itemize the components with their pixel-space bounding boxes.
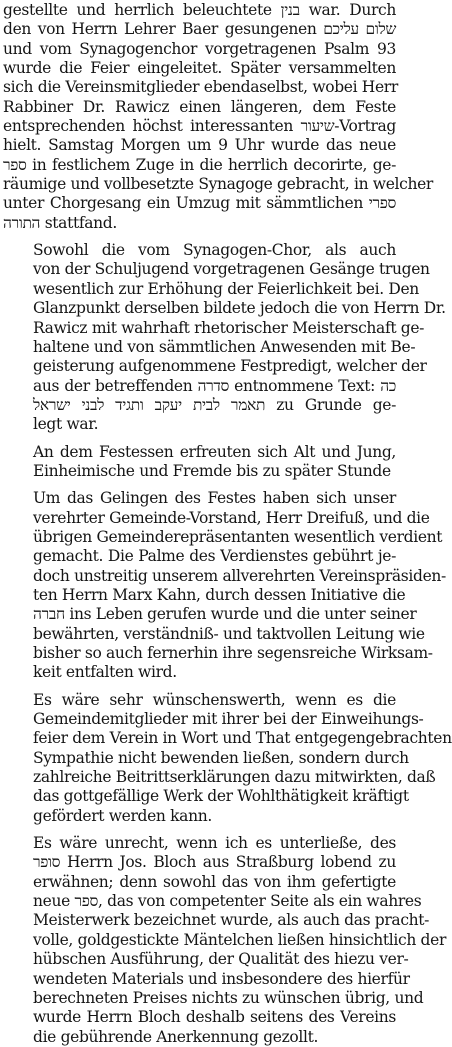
text-line: sich die Vereinsmitglieder ebendaselbst, wobei Herr <box>3 78 398 97</box>
text-line: bewährten, verständniß- und taktvollen Leitung wie <box>33 624 425 643</box>
paragraph-scribe-praise <box>3 834 447 1047</box>
paragraph-acknowledgements <box>3 489 446 682</box>
text-line: volle, goldgestickte Mäntelchen ließen hinsichtlich der <box>33 930 447 949</box>
text-line: unter Chorgesang ein Umzug mit sämmtlichen ספרי <box>3 194 396 213</box>
text-line: neue ספר, das von competenter Seite als ein wahres <box>33 892 422 911</box>
text-line: wesentlich zur Erhöhung der Feierlichkeit bei. Den <box>33 279 419 298</box>
text-line: gestellte und herrlich beleuchtete בנין war. Durch <box>3 1 396 19</box>
text-line: aus der betreffenden סדרה entnommene Text: כה <box>33 376 396 395</box>
text-line: das gottgefällige Werk der Wohlthätigkeit kräftigt <box>33 787 409 806</box>
text-line: von der Schuljugend vorgetragenen Gesänge trugen <box>33 260 430 279</box>
text-line: hübschen Ausführung, der Qualität des hiezu ver- <box>33 950 409 969</box>
text-line: Sowohl die vom Synagogen-Chor, als auch <box>33 241 396 260</box>
text-line: Es wäre unrecht, wenn ich es unterließe, des <box>33 834 396 853</box>
paragraph-membership-appeal <box>3 690 452 826</box>
text-line: An dem Festessen erfreuten sich Alt und Jung, <box>33 442 396 461</box>
text-line: bisher so auch fernerhin ihre segensreiche Wirksam- <box>33 644 433 662</box>
text-line: erwähnen; denn sowohl das von ihm gefertigte <box>33 872 396 891</box>
text-line: סופר Herrn Jos. Bloch aus Straßburg lobend zu <box>33 853 396 872</box>
text-line: legt war. <box>33 415 99 434</box>
text-line: gefördert werden kann. <box>33 806 212 825</box>
text-line: Meisterwerk bezeichnet wurde, als auch das pracht- <box>33 911 430 930</box>
paragraph-banquet <box>3 443 396 482</box>
text-line: übrigen Gemeinderepräsentanten wesentlich verdient <box>33 527 443 546</box>
text-line: geisterung aufgenommene Festpredigt, welcher der <box>33 357 427 376</box>
text-line: Rawicz mit wahrhaft rhetorischer Meisterschaft ge- <box>33 318 425 337</box>
text-line: die gebührende Anerkennung gezollt. <box>33 1027 319 1046</box>
text-line: berechneten Preises nichts zu wünschen übrig, und <box>33 988 424 1007</box>
text-line: wurde die Feier eingeleitet. Später versammelten <box>3 59 396 78</box>
text-line: Einheimische und Fremde bis zu später Stunde <box>33 461 391 480</box>
text-line: den von Herrn Lehrer Baer gesungenen שלום עליכם <box>3 20 397 39</box>
text-line: haltene und von sämmtlichen Anwesenden mit Be- <box>33 337 416 356</box>
text-line: Glanzpunkt derselben bildete jedoch die von Herrn Dr. <box>33 299 446 318</box>
text-line: verehrter Gemeinde-Vorstand, Herr Dreifuß, und die <box>33 508 430 527</box>
paragraph-dedication-evening <box>3 1 433 233</box>
text-line: Um das Gelingen des Festes haben sich unser <box>33 489 396 508</box>
text-line: ספר in festlichem Zuge in die herrlich decorirte, ge- <box>3 155 396 174</box>
text-line: wendeten Materials und insbesondere des hierfür <box>33 969 410 988</box>
text-line: räumige und vollbesetzte Synagoge gebracht, in welcher <box>3 175 433 194</box>
text-line: hielt. Samstag Morgen um 9 Uhr wurde das neue <box>3 136 396 155</box>
paragraph-festive-sermon <box>3 241 446 434</box>
text-line: התורה stattfand. <box>3 213 117 232</box>
text-line: doch unstreitig unserem allverehrten Vereinspräsiden- <box>33 566 446 585</box>
text-line: Gemeindemitglieder mit ihrer bei der Einweihungs- <box>33 710 424 729</box>
text-line: Sympathie nicht bewenden ließen, sondern durch <box>33 748 409 767</box>
text-line: Es wäre sehr wünschenswerth, wenn es die <box>33 690 396 709</box>
text-line: ten Herrn Marx Kahn, durch dessen Initiative die <box>33 585 406 604</box>
text-line: zahlreiche Beitrittserklärungen dazu mitwirkten, daß <box>33 768 436 787</box>
text-line: entsprechenden höchst interessanten שיעור-Vortrag <box>3 117 396 136</box>
text-line: Rabbiner Dr. Rawicz einen längeren, dem Feste <box>3 97 396 116</box>
text-line: und vom Synagogenchor vorgetragenen Psalm 93 <box>3 39 396 58</box>
text-line: gemacht. Die Palme des Verdienstes gebührt je- <box>33 547 396 566</box>
text-line: חברה ins Leben gerufen wurde und die unter seiner <box>33 605 417 624</box>
newspaper-column <box>3 0 452 1046</box>
text-line: feier dem Verein in Wort und That entgegengebrachten <box>33 729 452 748</box>
text-line: keit entfalten wird. <box>33 663 177 682</box>
text-line: wurde Herrn Bloch deshalb seitens des Vereins <box>33 1008 396 1027</box>
text-line: תאמר לבית יעקב ותגיד לבני ישראל zu Grunde ge- <box>33 395 397 414</box>
